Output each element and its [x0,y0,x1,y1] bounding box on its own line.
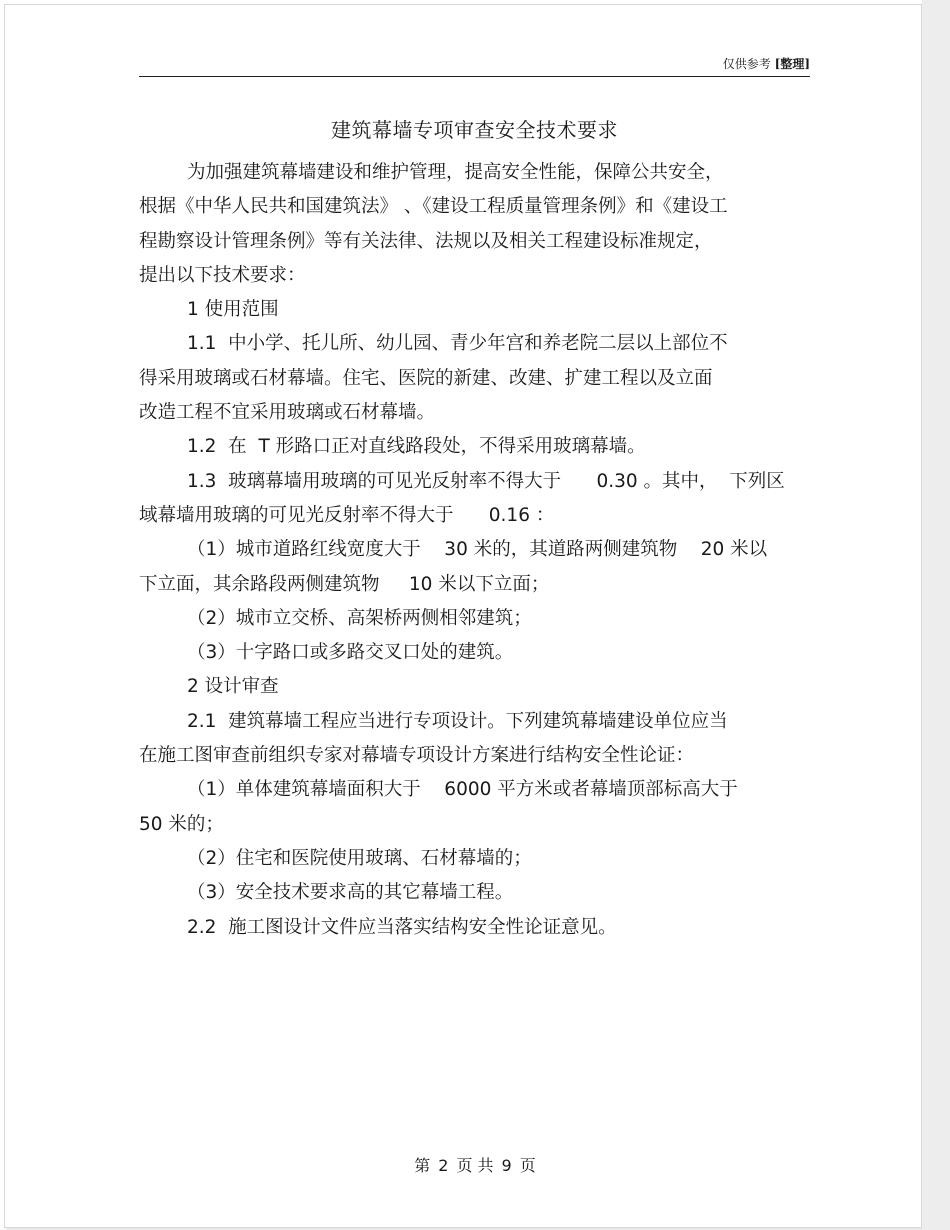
body-line: （3）十字路口或多路交叉口处的建筑。 [187,642,514,664]
body-line: 域幕墙用玻璃的可见光反射率不得大于 0.16 ： [139,504,555,526]
body-line: （1）单体建筑幕墙面积大于 6000 平方米或者幕墙顶部标高大于 [187,779,738,801]
body-line: 2.2 施工图设计文件应当落实结构安全性论证意见。 [187,916,617,938]
document-title: 建筑幕墙专项审查安全技术要求 [331,118,618,142]
current-page-number: 2 [438,1156,449,1175]
body-line: 为加强建筑幕墙建设和维护管理，提高安全性能，保障公共安全， [187,162,724,183]
footer-suffix: 页 [519,1156,536,1175]
total-page-count: 9 [501,1156,512,1175]
body-line: 下立面，其余路段两侧建筑物 10 米以下立面； [139,573,550,595]
footer-prefix: 第 [414,1156,431,1175]
body-line: 提出以下技术要求： [139,264,306,286]
body-line: （2）住宅和医院使用玻璃、石材幕墙的； [187,847,532,869]
body-line: 2.1 建筑幕墙工程应当进行专项设计。下列建筑幕墙建设单位应当 [187,710,728,732]
body-line: 1.1 中小学、托儿所、幼儿园、青少年宫和养老院二层以上部位不 [187,333,728,355]
body-line: 根据《中华人民共和国建筑法》 、《建设工程质量管理条例》和《建设工 [139,196,728,218]
body-line: （1）城市道路红线宽度大于 30 米的，其道路两侧建筑物 20 米以 [187,539,768,561]
body-line: 2 设计审查 [187,676,279,698]
body-line: 程勘察设计管理条例》等有关法律、法规以及相关工程建设标准规定， [139,230,713,252]
body-line: 1 使用范围 [187,299,279,321]
page-footer [0,1156,950,1176]
document-body [139,156,810,945]
body-line: 在施工图审查前组织专家对幕墙专项设计方案进行结构安全性论证： [139,745,695,767]
body-line: （2）城市立交桥、高架桥两侧相邻建筑； [187,607,532,629]
viewer-background [922,0,950,1230]
header-note: 仅供参考 [722,57,771,71]
body-line: 1.2 在 T 形路口正对直线路段处，不得采用玻璃幕墙。 [187,436,646,458]
footer-middle: 页 共 [456,1156,494,1175]
page-header [139,56,810,77]
header-tag: [整理] [774,57,810,71]
body-line: 改造工程不宜采用玻璃或石材幕墙。 [139,402,436,424]
body-line: 得采用玻璃或石材幕墙。住宅、医院的新建、改建、扩建工程以及立面 [139,367,713,389]
body-line: 50 米的； [139,813,224,835]
body-line: 1.3 玻璃幕墙用玻璃的可见光反射率不得大于 0.30 。其中， 下列区 [187,470,785,492]
body-line: （3）安全技术要求高的其它幕墙工程。 [187,882,514,904]
